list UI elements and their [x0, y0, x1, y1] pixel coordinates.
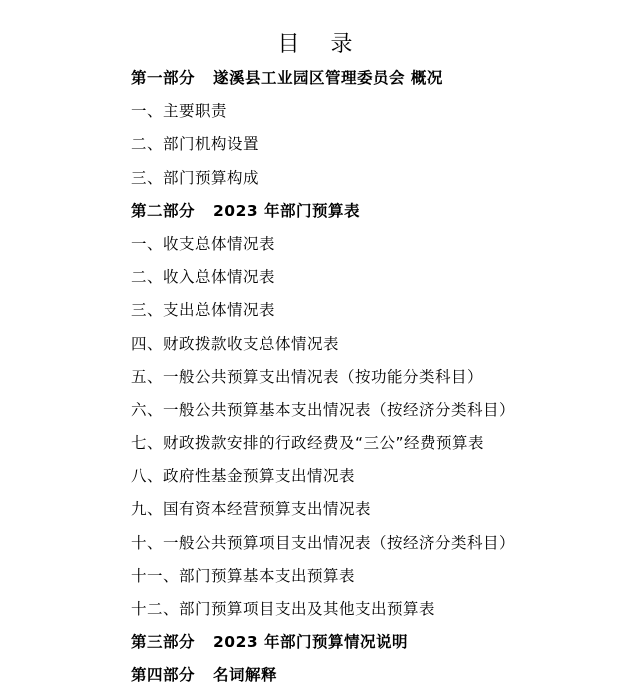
toc-item: 十一、部门预算基本支出预算表 [131, 566, 356, 585]
toc-part-heading [131, 62, 631, 95]
part-title: 2023 年部门预算情况说明 [213, 633, 409, 652]
toc-item: 十二、部门预算项目支出及其他支出预算表 [131, 600, 436, 618]
toc-part-heading [131, 195, 631, 228]
part-number: 第二部分 [131, 201, 196, 220]
toc-part-heading [131, 659, 631, 692]
part-title: 2023 年部门预算表 [213, 201, 361, 220]
part-title: 名词解释 [213, 666, 278, 685]
toc-item: 一、主要职责 [131, 102, 228, 121]
toc-item: 十、一般公共预算项目支出情况表（按经济分类科目） [131, 533, 516, 552]
toc-item: 二、部门机构设置 [131, 135, 260, 154]
toc-item: 七、财政拨款安排的行政经费及“三公”经费预算表 [131, 434, 485, 453]
toc-item: 一、收支总体情况表 [131, 234, 276, 253]
toc-item: 三、支出总体情况表 [131, 301, 276, 320]
toc-item: 四、财政拨款收支总体情况表 [131, 334, 340, 353]
toc-item: 六、一般公共预算基本支出情况表（按经济分类科目） [131, 400, 516, 419]
page-title: 目 录 [277, 32, 365, 57]
toc-part-heading [131, 626, 631, 659]
toc-item: 三、部门预算构成 [131, 168, 260, 187]
toc-item: 九、国有资本经营预算支出情况表 [131, 500, 372, 519]
part-number: 第三部分 [131, 633, 196, 652]
toc-item: 八、政府性基金预算支出情况表 [131, 467, 356, 486]
toc-item: 五、一般公共预算支出情况表（按功能分类科目） [131, 367, 484, 386]
part-number: 第四部分 [131, 666, 196, 685]
toc-item: 二、收入总体情况表 [131, 268, 276, 287]
part-title: 遂溪县工业园区管理委员会 概况 [213, 69, 443, 87]
part-number: 第一部分 [131, 69, 196, 87]
table-of-contents [131, 62, 631, 693]
